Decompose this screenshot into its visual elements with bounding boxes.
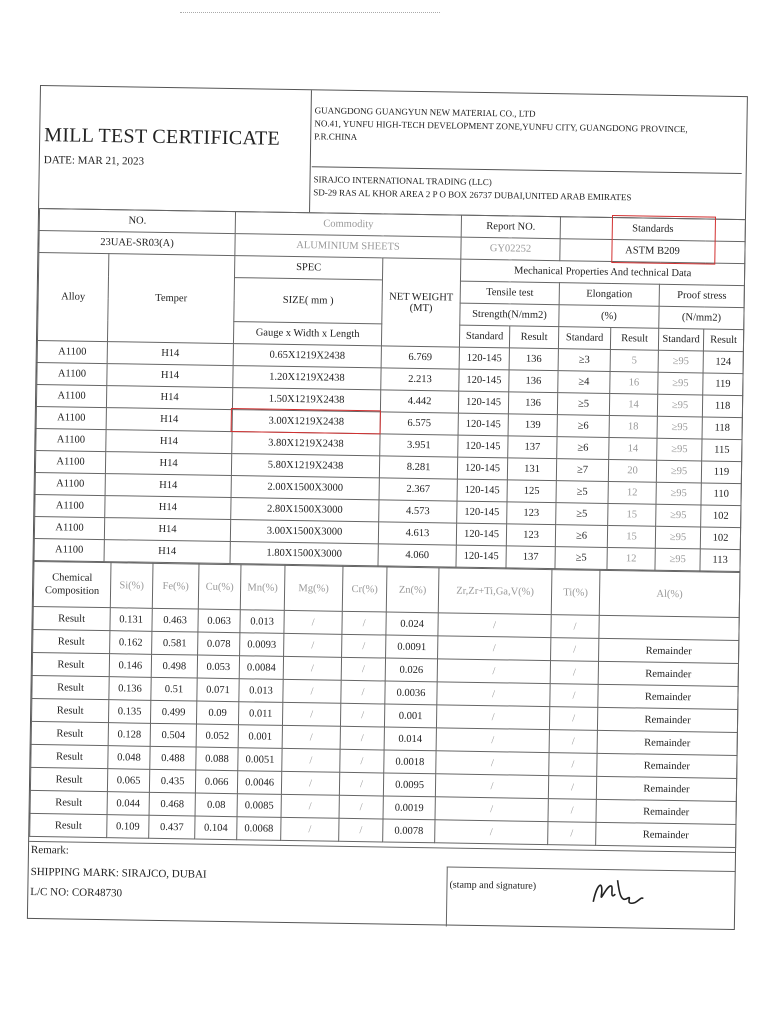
chem-cell-zr: /: [435, 820, 548, 845]
cell-el-res: 14: [609, 437, 657, 460]
cell-ts-std: 120-145: [456, 545, 506, 568]
chem-cell-al: Remainder: [596, 799, 736, 824]
proof-unit: (N/mm2): [659, 306, 744, 329]
chem-cell-mn: 0.001: [238, 725, 282, 749]
cell-el-std: ≥6: [557, 437, 609, 460]
chem-cell-mg: /: [284, 633, 342, 657]
chem-cell-ti: /: [549, 707, 597, 731]
chem-cell-mg: /: [282, 725, 340, 749]
cell-ts-std: 120-145: [458, 435, 508, 458]
cell-size: 1.50X1219X2438: [232, 388, 380, 412]
cell-ps-res: 115: [702, 439, 742, 462]
chem-cell-ti: /: [548, 822, 596, 846]
chem-cell-fe: 0.499: [150, 700, 196, 724]
cell-alloy: A1100: [37, 340, 107, 363]
cell-ps-std: ≥95: [657, 394, 702, 417]
cell-weight: 2.367: [379, 478, 457, 501]
certificate-footer: [28, 841, 735, 930]
chem-cell-zn: 0.0018: [384, 750, 436, 774]
chem-cell-mg: /: [283, 679, 341, 703]
chem-cell-cu: 0.08: [195, 793, 237, 817]
report-label: Report NO.: [461, 215, 560, 239]
chem-cell-label: Result: [30, 767, 107, 791]
chem-cell-cr: /: [339, 795, 383, 819]
cell-alloy: A1100: [36, 384, 106, 407]
elongation-unit: (%): [559, 305, 659, 329]
cell-weight: 2.213: [381, 368, 459, 391]
cell-ps-res: 118: [702, 395, 742, 418]
zn-header: Zn(%): [386, 567, 439, 613]
chem-cell-label: Result: [32, 652, 109, 676]
cell-ts-res: 131: [507, 458, 556, 481]
chem-cell-mn: 0.0046: [237, 771, 281, 795]
cell-ts-std: 120-145: [457, 479, 507, 502]
ts-standard-header: Standard: [459, 325, 509, 348]
chem-cell-cr: /: [341, 680, 385, 704]
standards-highlight-box: [611, 215, 715, 265]
chem-cell-fe: 0.488: [150, 746, 196, 770]
buyer-block: [311, 166, 741, 206]
elongation-header: Elongation: [559, 283, 659, 307]
cell-size: 5.80X1219X2438: [231, 454, 379, 478]
cell-ts-res: 139: [508, 414, 557, 437]
cell-ps-res: 110: [701, 483, 741, 506]
chem-cell-zr: /: [435, 797, 548, 822]
cell-temper: H14: [104, 540, 230, 564]
cell-ps-std: ≥95: [657, 438, 702, 461]
chem-cell-mg: /: [281, 817, 339, 841]
al-header: Al(%): [599, 570, 740, 617]
cell-el-res: 15: [608, 503, 656, 526]
chem-cell-cr: /: [342, 634, 386, 658]
buyer-name: SIRAJCO INTERNATIONAL TRADING (LLC): [313, 174, 492, 188]
chemical-table: [29, 561, 740, 848]
standards-label: Standards: [560, 217, 745, 242]
cell-ts-res: 123: [506, 524, 555, 547]
chem-cell-fe: 0.498: [151, 654, 197, 678]
size-header: SIZE( mm ): [234, 278, 383, 324]
cell-ps-res: 119: [703, 373, 743, 396]
chem-cell-mg: /: [282, 702, 340, 726]
cell-ps-std: ≥95: [656, 460, 701, 483]
chem-cell-si: 0.044: [107, 792, 149, 816]
chem-cell-zn: 0.026: [385, 658, 437, 682]
gauge-header: Gauge x Width x Length: [233, 322, 381, 346]
cell-ps-res: 113: [700, 549, 740, 572]
chem-cell-si: 0.065: [107, 769, 149, 793]
party-block: [313, 90, 743, 203]
chem-cell-si: 0.136: [109, 677, 151, 701]
cell-size: 1.80X1500X3000: [230, 542, 378, 566]
chem-cell-cu: 0.063: [198, 609, 240, 633]
cell-ts-res: 137: [508, 436, 557, 459]
cell-ts-std: 120-145: [458, 413, 508, 436]
chem-cell-cu: 0.088: [196, 747, 238, 771]
chem-cell-zr: /: [436, 728, 549, 753]
cell-weight: 4.613: [378, 522, 456, 545]
chem-cell-cu: 0.053: [197, 655, 239, 679]
chem-cell-zr: /: [436, 705, 549, 730]
strength-header: Strength(N/mm2): [460, 303, 559, 327]
cell-size: 2.80X1500X3000: [231, 498, 379, 522]
temper-header: Temper: [107, 254, 234, 344]
cell-temper: H14: [106, 386, 232, 410]
cell-temper: H14: [107, 342, 233, 366]
chem-cell-mg: /: [281, 794, 339, 818]
cell-size: 3.00X1500X3000: [230, 520, 378, 544]
chem-cell-label: Result: [33, 606, 110, 630]
cell-ps-std: ≥95: [658, 350, 703, 373]
cell-el-res: 5: [610, 349, 658, 372]
cell-ps-std: ≥95: [656, 504, 701, 527]
chem-cell-cr: /: [339, 772, 383, 796]
chem-cell-label: Result: [30, 813, 107, 837]
chem-cell-si: 0.128: [108, 723, 150, 747]
chem-cell-al: Remainder: [597, 730, 737, 755]
cell-ps-res: 118: [702, 417, 742, 440]
chem-cell-cu: 0.066: [195, 770, 237, 794]
chem-cell-cr: /: [339, 818, 383, 842]
chem-cell-mn: 0.0093: [240, 633, 284, 657]
certificate-date: DATE: MAR 21, 2023: [43, 154, 145, 168]
ts-result-header: Result: [509, 326, 558, 349]
chem-cell-zn: 0.024: [386, 612, 438, 636]
mn-header: Mn(%): [240, 565, 285, 611]
chem-cell-zr: /: [437, 682, 550, 707]
chem-cell-ti: /: [551, 615, 599, 639]
chem-cell-cu: 0.078: [198, 632, 240, 656]
cell-el-res: 20: [608, 459, 656, 482]
chem-cell-al: Remainder: [599, 638, 739, 663]
cell-ts-res: 125: [507, 480, 556, 503]
chem-cell-al: Remainder: [597, 707, 737, 732]
chem-cell-mn: 0.013: [239, 679, 283, 703]
remark-label: Remark:: [30, 843, 69, 857]
chem-cell-zr: /: [436, 751, 549, 776]
standards-value: ASTM B209: [560, 239, 745, 264]
chemical-rows: [30, 606, 740, 847]
cell-temper: H14: [106, 408, 232, 432]
cell-el-res: 15: [607, 525, 655, 548]
shipping-mark: SHIPPING MARK: SIRAJCO, DUBAI: [30, 865, 207, 881]
chem-cell-label: Result: [32, 698, 109, 722]
cell-ts-std: 120-145: [456, 523, 506, 546]
chem-cell-al: Remainder: [598, 661, 738, 686]
cell-size: 3.80X1219X2438: [232, 432, 380, 456]
cell-alloy: A1100: [34, 516, 104, 539]
cr-header: Cr(%): [342, 566, 387, 612]
cell-ps-std: ≥95: [655, 526, 700, 549]
cell-alloy: A1100: [35, 472, 105, 495]
report-value: GY02252: [461, 237, 560, 261]
chem-cell-fe: 0.51: [151, 677, 197, 701]
cell-ts-res: 136: [509, 370, 558, 393]
cell-ps-std: ≥95: [655, 548, 700, 571]
chem-cell-ti: /: [550, 684, 598, 708]
cell-el-std: ≥6: [555, 525, 607, 548]
cell-temper: H14: [107, 364, 233, 388]
ti-header: Ti(%): [551, 570, 600, 616]
commodity-label: Commodity: [235, 212, 461, 238]
cell-ts-res: 137: [506, 546, 555, 569]
chem-cell-fe: 0.581: [152, 631, 198, 655]
alloy-header: Alloy: [37, 253, 108, 342]
chem-cell-al: Remainder: [597, 753, 737, 778]
mechanical-header: Mechanical Properties And technical Data: [460, 259, 744, 285]
cell-temper: H14: [105, 496, 231, 520]
cell-alloy: A1100: [37, 362, 107, 385]
no-label: NO.: [39, 209, 235, 234]
stamp-box: [446, 866, 736, 931]
cell-size: 0.65X1219X2438: [233, 344, 381, 368]
signature-icon: [587, 872, 648, 913]
chem-cell-fe: 0.435: [149, 769, 195, 793]
chem-cell-zn: 0.001: [384, 704, 436, 728]
chem-cell-zn: 0.0091: [386, 635, 438, 659]
ps-standard-header: Standard: [658, 328, 703, 351]
chem-cell-fe: 0.504: [150, 723, 196, 747]
cell-el-std: ≥5: [556, 481, 608, 504]
chem-cell-al: Remainder: [596, 822, 736, 847]
cell-alloy: A1100: [35, 494, 105, 517]
cell-el-std: ≥5: [555, 547, 607, 570]
chem-cell-ti: /: [548, 799, 596, 823]
cell-temper: H14: [105, 474, 231, 498]
chem-label: Chemical Composition: [33, 561, 111, 607]
chem-cell-zr: /: [438, 613, 551, 638]
cell-el-res: 14: [609, 393, 657, 416]
chem-cell-label: Result: [31, 721, 108, 745]
cell-ts-res: 136: [508, 392, 557, 415]
chem-cell-mg: /: [283, 656, 341, 680]
chem-cell-si: 0.048: [108, 746, 150, 770]
net-weight-header: [381, 258, 460, 347]
ps-result-header: Result: [703, 329, 743, 352]
cell-alloy: A1100: [35, 450, 105, 473]
manufacturer-block: [312, 104, 743, 150]
cell-alloy: A1100: [36, 428, 106, 451]
chem-cell-cu: 0.071: [197, 678, 239, 702]
cell-weight: 4.442: [380, 390, 458, 413]
chem-cell-fe: 0.463: [152, 608, 198, 632]
cell-size: 1.20X1219X2438: [233, 366, 381, 390]
cell-weight: 8.281: [379, 456, 457, 479]
cu-header: Cu(%): [198, 564, 241, 610]
cell-weight: 4.573: [379, 500, 457, 523]
net-weight-label: NET WEIGHT: [389, 291, 454, 304]
cell-size: 2.00X1500X3000: [231, 476, 379, 500]
chem-cell-si: 0.162: [110, 631, 152, 655]
chem-cell-si: 0.146: [109, 654, 151, 678]
cell-ts-std: 120-145: [457, 501, 507, 524]
zr-header: Zr,Zr+Ti,Ga,V(%): [438, 568, 552, 615]
buyer-address: SD-29 RAS AL KHOR AREA 2 P O BOX 26737 DUBAI,UNITED ARAB EMIRATES: [313, 187, 632, 203]
chem-cell-zn: 0.0095: [383, 773, 435, 797]
chem-cell-fe: 0.468: [149, 792, 195, 816]
chem-cell-zr: /: [435, 774, 548, 799]
cell-ps-std: ≥95: [657, 416, 702, 439]
chem-cell-al: Remainder: [596, 776, 736, 801]
chem-cell-zn: 0.0019: [383, 796, 435, 820]
chem-cell-label: Result: [32, 675, 109, 699]
cell-el-std: ≥5: [556, 503, 608, 526]
cell-ts-res: 136: [509, 348, 558, 371]
chem-cell-mg: /: [282, 748, 340, 772]
cell-ts-std: 120-145: [458, 391, 508, 414]
chem-cell-cr: /: [341, 657, 385, 681]
chem-cell-zr: /: [437, 659, 550, 684]
cell-el-std: ≥5: [557, 393, 609, 416]
fe-header: Fe(%): [152, 563, 199, 609]
cell-ps-std: ≥95: [658, 372, 703, 395]
el-standard-header: Standard: [558, 327, 610, 350]
chem-cell-cu: 0.052: [196, 724, 238, 748]
cell-el-res: 18: [609, 415, 657, 438]
cell-weight: 6.575: [380, 412, 458, 435]
mechanical-rows: [34, 340, 743, 571]
chem-cell-cr: /: [340, 726, 384, 750]
chem-cell-mg: /: [284, 610, 342, 634]
page-title: MILL TEST CERTIFICATE: [44, 124, 281, 150]
chem-cell-ti: /: [549, 730, 597, 754]
chem-cell-cr: /: [342, 611, 386, 635]
size-highlight-box: [231, 408, 381, 434]
el-result-header: Result: [610, 327, 658, 350]
cell-el-res: 12: [607, 547, 655, 570]
cell-ps-res: 119: [701, 461, 741, 484]
manufacturer-address-1: NO.41, YUNFU HIGH-TECH DEVELOPMENT ZONE,YUNFU CITY, GUANGDONG PROVINCE,: [314, 118, 688, 135]
certificate-header: [39, 86, 747, 220]
no-value: 23UAE-SR03(A): [39, 231, 235, 256]
cell-ps-res: 124: [703, 351, 743, 374]
cell-ps-std: ≥95: [656, 482, 701, 505]
chem-cell-ti: /: [551, 638, 599, 662]
cell-alloy: A1100: [34, 538, 104, 561]
chem-cell-si: 0.131: [110, 608, 152, 632]
cell-el-std: ≥7: [556, 459, 608, 482]
chem-cell-mn: 0.0068: [237, 817, 281, 841]
cell-el-std: ≥4: [558, 371, 610, 394]
chem-cell-mn: 0.0051: [238, 748, 282, 772]
cell-size: 3.00X1219X2438: [232, 410, 380, 434]
cell-ts-res: 123: [507, 502, 556, 525]
spec-header: SPEC: [235, 256, 383, 280]
commodity-value: ALUMINIUM SHEETS: [235, 234, 461, 260]
chem-cell-cr: /: [340, 749, 384, 773]
chem-cell-cu: 0.09: [196, 701, 238, 725]
chem-cell-mg: /: [281, 771, 339, 795]
cell-weight: 3.951: [380, 434, 458, 457]
cell-el-res: 16: [610, 371, 658, 394]
chem-cell-zn: 0.0078: [383, 819, 435, 843]
chem-cell-cr: /: [340, 703, 384, 727]
chem-cell-mn: 0.011: [238, 702, 282, 726]
chem-cell-ti: /: [548, 776, 596, 800]
chem-cell-al: [599, 615, 739, 640]
manufacturer-name: GUANGDONG GUANGYUN NEW MATERIAL CO., LTD: [314, 105, 536, 119]
cell-temper: H14: [106, 430, 232, 454]
cell-ts-std: 120-145: [459, 369, 509, 392]
chem-cell-ti: /: [549, 753, 597, 777]
chem-cell-mn: 0.013: [240, 610, 284, 634]
cell-ts-std: 120-145: [457, 457, 507, 480]
proof-header: Proof stress: [659, 284, 744, 307]
chem-cell-fe: 0.437: [149, 815, 195, 839]
chem-cell-zr: /: [438, 636, 551, 661]
certificate-sheet: [27, 85, 748, 930]
cell-ps-res: 102: [700, 527, 740, 550]
net-weight-unit: (MT): [409, 302, 433, 314]
scan-artifact: [180, 12, 440, 15]
chem-cell-mn: 0.0084: [239, 656, 283, 680]
chem-cell-ti: /: [550, 661, 598, 685]
cell-alloy: A1100: [36, 406, 106, 429]
stamp-label: (stamp and signature): [449, 879, 537, 892]
chem-cell-label: Result: [31, 744, 108, 768]
chem-cell-zn: 0.014: [384, 727, 436, 751]
chem-cell-zn: 0.0036: [385, 681, 437, 705]
chem-cell-mn: 0.0085: [237, 794, 281, 818]
chem-cell-cu: 0.104: [195, 816, 237, 840]
lc-number: L/C NO: COR48730: [30, 885, 123, 900]
cell-weight: 4.060: [378, 544, 456, 567]
manufacturer-address-2: P.R.CHINA: [314, 131, 358, 142]
cell-ps-res: 102: [701, 505, 741, 528]
chem-cell-label: Result: [30, 790, 107, 814]
cell-weight: 6.769: [381, 346, 459, 369]
cell-el-std: ≥6: [557, 415, 609, 438]
si-header: Si(%): [110, 563, 153, 609]
cell-temper: H14: [104, 518, 230, 542]
chem-cell-si: 0.135: [108, 700, 150, 724]
title-block: [39, 86, 312, 212]
tensile-header: Tensile test: [460, 281, 559, 305]
chem-cell-label: Result: [33, 629, 110, 653]
cell-el-std: ≥3: [558, 349, 610, 372]
cell-temper: H14: [105, 452, 231, 476]
cell-el-res: 12: [608, 481, 656, 504]
chem-cell-si: 0.109: [107, 815, 149, 839]
chem-cell-al: Remainder: [598, 684, 738, 709]
cell-ts-std: 120-145: [459, 347, 509, 370]
mg-header: Mg(%): [284, 565, 343, 611]
